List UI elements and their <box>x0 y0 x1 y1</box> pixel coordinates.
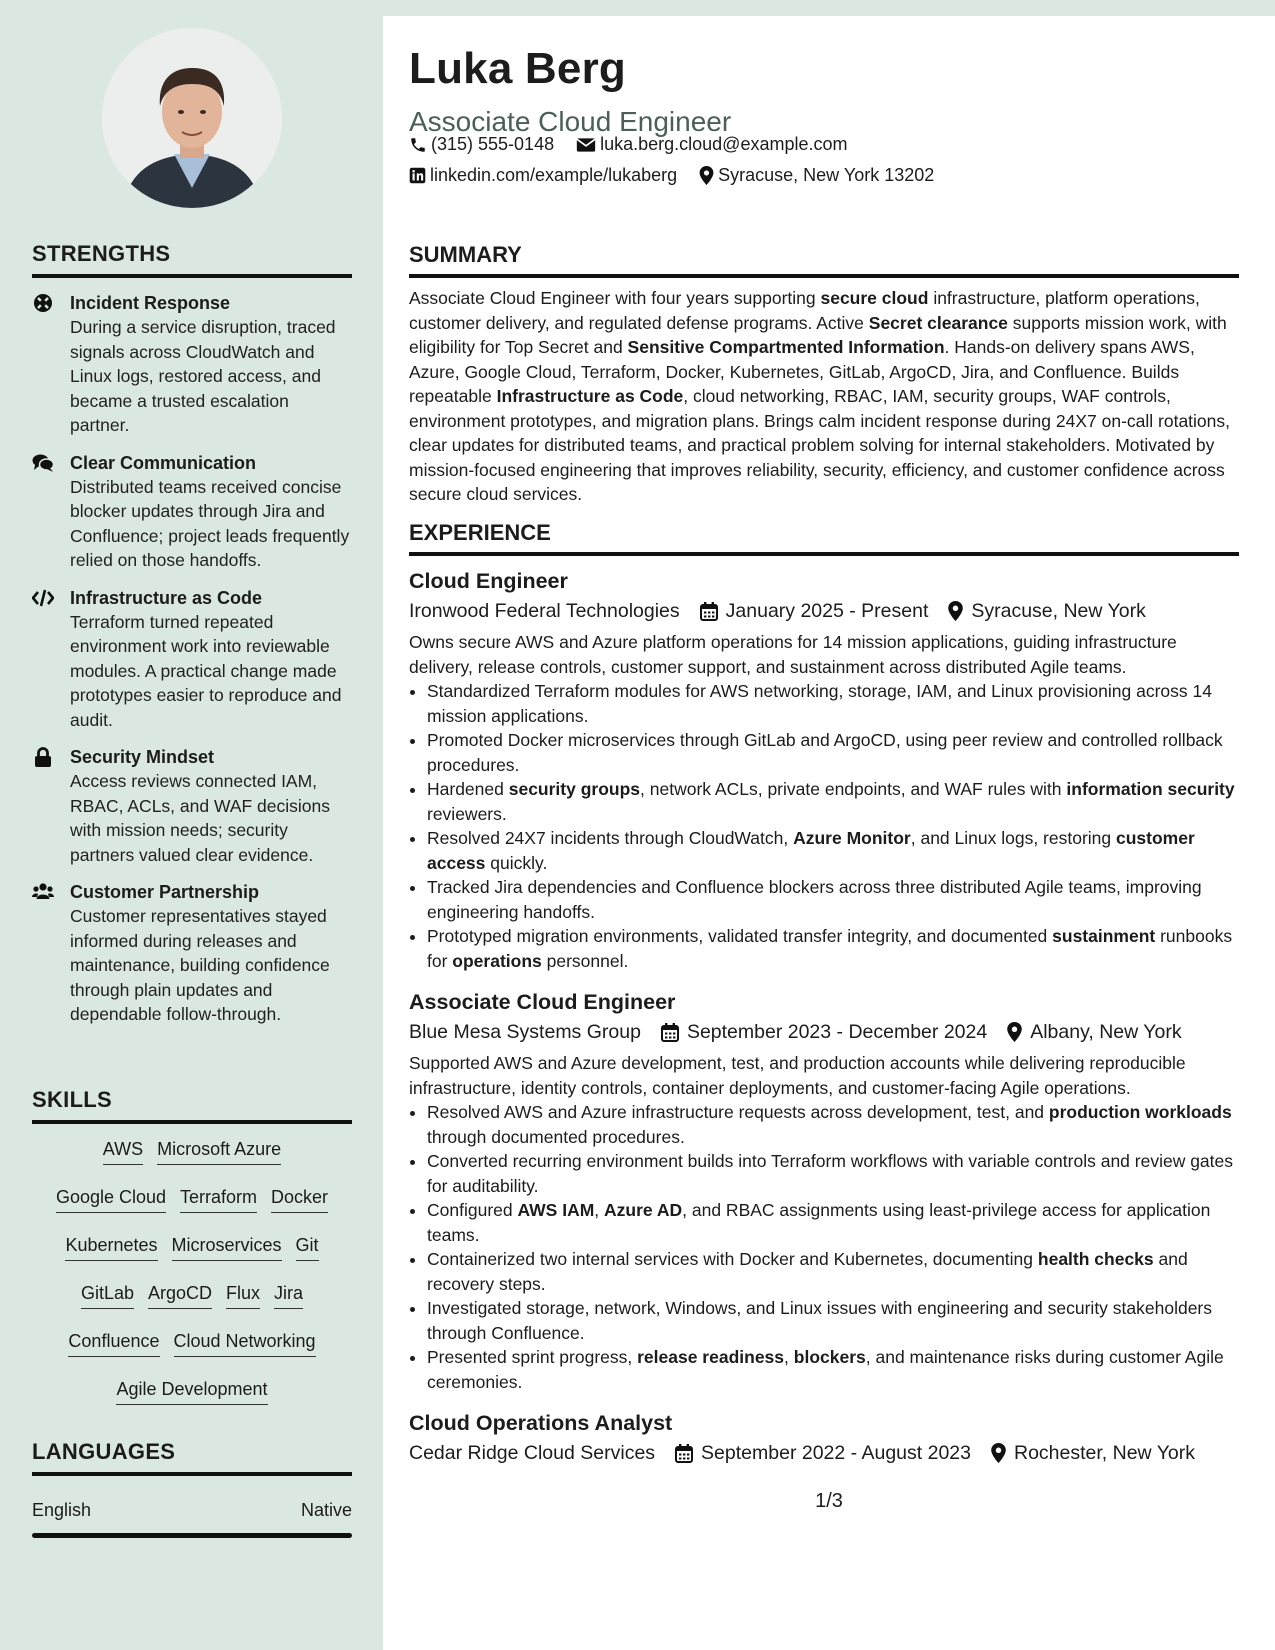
calendar-icon <box>675 1444 693 1463</box>
job-title: Cloud Engineer <box>409 569 568 593</box>
job-meta <box>409 596 1239 626</box>
strength-description: Access reviews connected IAM, RBAC, ACLs, and WAF decisions with mission needs; security partners valued clear evidence. <box>70 771 331 865</box>
experience-heading: EXPERIENCE <box>409 520 1239 556</box>
bullet-item <box>427 1345 1239 1394</box>
text-segment: Resolved AWS and Azure infrastructure requests across development, test, and <box>427 1102 1049 1122</box>
strengths-heading: STRENGTHS <box>32 241 352 278</box>
candidate-title: Associate Cloud Engineer <box>409 106 732 137</box>
bullet-item <box>427 1296 1239 1345</box>
bold-text: security groups <box>508 779 641 799</box>
lock-icon <box>32 747 54 767</box>
skills-list <box>32 1136 352 1405</box>
text-segment: Investigated storage, network, Windows, and Linux issues with engineering and security stakeholders through Confluence. <box>427 1298 1213 1343</box>
job-company: Blue Mesa Systems Group <box>409 1021 641 1043</box>
map-pin-icon <box>1007 1022 1022 1042</box>
bold-text: Sensitive Compartmented Information <box>627 337 945 357</box>
linkedin-icon <box>409 167 426 184</box>
skill-tag: Git <box>296 1232 319 1261</box>
bold-text: Azure AD <box>604 1200 683 1220</box>
text-segment: , network ACLs, private endpoints, and WAF rules with <box>640 779 1067 799</box>
job-bullets <box>409 1100 1239 1394</box>
location-text: Syracuse, New York 13202 <box>718 165 935 185</box>
job-company: Ironwood Federal Technologies <box>409 600 680 622</box>
bold-text: Secret clearance <box>868 312 1008 333</box>
strength-description: Customer representatives stayed informed during releases and maintenance, building confidence through plain updates and dependable follow-through. <box>70 906 330 1024</box>
text-segment: Standardized Terraform modules for AWS networking, storage, IAM, and Linux provisioning across 14 mission applications. <box>427 681 1212 726</box>
skill-tag: Microservices <box>172 1232 282 1261</box>
summary-heading: SUMMARY <box>409 242 1239 278</box>
skill-row <box>32 1232 352 1261</box>
bullet-item <box>427 1149 1239 1198</box>
strength-title: Infrastructure as Code <box>70 587 263 608</box>
main-content <box>383 16 1275 1650</box>
job-dates-text: September 2023 - December 2024 <box>686 1021 988 1043</box>
contact-row-2 <box>409 165 956 186</box>
bullet-item <box>427 1247 1239 1296</box>
bold-text: sustainment <box>1052 926 1156 946</box>
text-segment: , and Linux logs, restoring <box>910 828 1116 848</box>
text-segment: reviewers. <box>427 803 507 824</box>
bullet-item <box>427 728 1239 777</box>
experience-section <box>409 520 1239 1468</box>
languages-section <box>32 1439 352 1538</box>
bold-text: Infrastructure as Code <box>496 386 684 406</box>
language-name: English <box>32 1500 92 1520</box>
skill-tag: Flux <box>226 1280 260 1309</box>
jobs-list <box>409 566 1239 1468</box>
text-segment: and recovery steps. <box>427 1249 1188 1294</box>
skill-row <box>32 1136 352 1165</box>
job-company: Cedar Ridge Cloud Services <box>409 1442 656 1464</box>
text-segment: , <box>784 1347 794 1367</box>
skill-tag: Google Cloud <box>56 1184 166 1213</box>
skill-tag: GitLab <box>81 1280 134 1309</box>
skill-row <box>32 1184 352 1213</box>
text-segment: Configured <box>427 1200 518 1220</box>
job-meta <box>409 1017 1239 1047</box>
email-text[interactable]: luka.berg.cloud@example.com <box>600 134 848 154</box>
bold-text: blockers <box>793 1347 866 1367</box>
skill-tag: Jira <box>274 1280 303 1309</box>
bold-text: operations <box>452 950 542 971</box>
text-segment: Containerized two internal services with Docker and Kubernetes, documenting <box>427 1249 1038 1269</box>
strength-title: Incident Response <box>70 293 231 313</box>
job-title: Associate Cloud Engineer <box>409 990 676 1014</box>
job-entry <box>409 1408 1239 1468</box>
text-segment: runbooks for <box>427 926 1233 971</box>
profile-photo-image <box>102 28 282 208</box>
text-segment: , <box>594 1200 605 1220</box>
text-segment: , and maintenance risks during customer Agile ceremonies. <box>427 1347 1224 1392</box>
skill-row <box>32 1376 352 1405</box>
strength-item <box>32 745 352 867</box>
text-segment: Resolved 24X7 incidents through CloudWatch, <box>427 828 794 848</box>
crosshairs-icon <box>32 293 54 313</box>
phone-icon <box>409 136 427 154</box>
skill-tag: Agile Development <box>116 1376 267 1405</box>
text-segment: supports mission work, with eligibility for Top Secret and <box>409 312 1227 357</box>
job-bullets <box>409 679 1239 973</box>
strength-description: During a service disruption, traced signals across CloudWatch and Linux logs, restored access, and became a trusted escalation partner. <box>70 317 336 435</box>
job-description: Supported AWS and Azure development, test, and production accounts while delivering reproducible infrastructure, identity controls, container deployments, and customer-facing Agile operations. <box>409 1053 1186 1098</box>
linkedin-text[interactable]: linkedin.com/example/lukaberg <box>430 165 678 185</box>
envelope-icon <box>576 137 596 153</box>
sidebar <box>0 0 383 1650</box>
strength-description: Distributed teams received concise blocker updates through Jira and Confluence; project leads frequently relied on those handoffs. <box>70 476 350 570</box>
bullet-item <box>427 875 1239 924</box>
candidate-name: Luka Berg <box>409 44 626 93</box>
languages-heading: LANGUAGES <box>32 1439 352 1476</box>
text-segment: , cloud networking, RBAC, IAM, security groups, WAF controls, environment prototypes, and migration plans. Brings calm incident response during 24X7 on-call rotations, clear updates for distributed teams, and practical problem solving for internal stakeholders. Motivated by mission-focused engineering that improves reliability, security, efficiency, and customer confidence across secure cloud services. <box>409 386 1231 504</box>
job-entry <box>409 987 1239 1394</box>
bullet-item <box>427 1100 1239 1149</box>
text-segment: Converted recurring environment builds into Terraform workflows with variable controls and review gates for auditability. <box>427 1151 1234 1196</box>
skill-row <box>32 1328 352 1357</box>
job-entry <box>409 566 1239 973</box>
map-pin-icon <box>991 1443 1006 1463</box>
job-location-text: Albany, New York <box>1030 1021 1182 1043</box>
bold-text: Azure Monitor <box>793 828 911 848</box>
strength-description: Terraform turned repeated environment work into reviewable modules. A practical change made prototypes easier to reproduce and audit. <box>70 611 342 730</box>
bold-text: customer access <box>427 828 1195 873</box>
text-segment: , and RBAC assignments using least-privilege access for application teams. <box>427 1200 1211 1245</box>
summary-section <box>409 242 1239 507</box>
skill-tag: Kubernetes <box>65 1232 157 1261</box>
calendar-icon <box>661 1023 679 1042</box>
language-level: Native <box>300 1500 352 1520</box>
strength-title: Security Mindset <box>70 747 215 767</box>
job-location-text: Syracuse, New York <box>971 600 1146 622</box>
text-segment: Prototyped migration environments, validated transfer integrity, and documented <box>427 926 1053 946</box>
summary-text <box>409 286 1239 507</box>
skills-heading: SKILLS <box>32 1087 352 1124</box>
text-segment: . Hands-on delivery spans AWS, Azure, Google Cloud, Terraform, Docker, Kubernetes, GitLab, ArgoCD, Jira, and Confluence. Builds repeatable <box>409 337 1195 406</box>
users-icon <box>32 882 54 902</box>
strengths-list <box>32 291 352 1027</box>
text-segment: through documented procedures. <box>427 1126 685 1147</box>
bullet-item <box>427 679 1239 728</box>
bullet-item <box>427 924 1239 973</box>
job-dates <box>655 1438 971 1468</box>
skill-tag: Confluence <box>68 1328 159 1357</box>
strength-title: Clear Communication <box>70 452 257 473</box>
bold-text: AWS IAM <box>517 1200 595 1220</box>
skill-tag: AWS <box>103 1136 143 1165</box>
job-location-text: Rochester, New York <box>1014 1442 1196 1464</box>
email[interactable] <box>576 134 847 155</box>
skill-row <box>32 1280 352 1309</box>
calendar-icon <box>700 602 718 621</box>
text-segment: infrastructure, platform operations, customer delivery, and regulated defense programs. Active <box>409 288 1200 333</box>
job-dates-text: January 2025 - Present <box>725 600 929 622</box>
bullet-item <box>427 1198 1239 1247</box>
text-segment: Associate Cloud Engineer with four years supporting <box>409 288 821 308</box>
text-segment: quickly. <box>485 852 548 873</box>
text-segment: Presented sprint progress, <box>427 1347 638 1367</box>
phone <box>409 134 554 155</box>
phone-text: (315) 555-0148 <box>431 134 555 154</box>
bold-text: release readiness <box>637 1347 785 1367</box>
bold-text: secure cloud <box>820 288 929 308</box>
bold-text: health checks <box>1037 1249 1154 1269</box>
job-description: Owns secure AWS and Azure platform operations for 14 mission applications, guiding infrastructure delivery, release controls, customer support, and sustainment across distributed Agile teams. <box>409 632 1177 677</box>
strength-item <box>32 451 352 573</box>
job-location <box>928 596 1146 626</box>
bold-text: production workloads <box>1048 1102 1232 1122</box>
job-dates <box>680 596 929 626</box>
page-number: 1/3 <box>815 1490 843 1512</box>
job-meta <box>409 1438 1239 1468</box>
strength-item <box>32 291 352 438</box>
text-segment: personnel. <box>541 950 629 971</box>
location <box>699 165 934 186</box>
skill-tag: Cloud Networking <box>174 1328 316 1357</box>
strengths-section <box>32 241 352 1027</box>
strength-item <box>32 880 352 1027</box>
skills-section <box>32 1087 352 1424</box>
job-title: Cloud Operations Analyst <box>409 1411 673 1435</box>
skill-tag: Docker <box>271 1184 328 1213</box>
map-pin-icon <box>948 601 963 621</box>
skill-tag: Microsoft Azure <box>157 1136 281 1165</box>
job-location <box>987 1017 1181 1047</box>
skill-tag: ArgoCD <box>148 1280 212 1309</box>
contact-row-1 <box>409 134 870 155</box>
text-segment: Promoted Docker microservices through GitLab and ArgoCD, using peer review and controlled rollback procedures. <box>427 730 1223 775</box>
linkedin[interactable] <box>409 165 677 186</box>
map-pin-icon <box>699 166 714 185</box>
text-segment: Hardened <box>427 779 509 799</box>
strength-title: Customer Partnership <box>70 882 260 902</box>
skill-tag: Terraform <box>180 1184 257 1213</box>
language-proficiency-bar <box>32 1533 352 1538</box>
language-row <box>32 1500 352 1521</box>
bullet-item <box>427 777 1239 826</box>
bold-text: information security <box>1066 779 1235 799</box>
job-dates <box>641 1017 987 1047</box>
comments-icon <box>32 453 54 473</box>
code-icon <box>32 588 54 608</box>
text-segment: Tracked Jira dependencies and Confluence blockers across three distributed Agile teams, improving engineering handoffs. <box>427 877 1202 922</box>
profile-photo <box>102 28 282 208</box>
strength-item <box>32 586 352 733</box>
bullet-item <box>427 826 1239 875</box>
job-dates-text: September 2022 - August 2023 <box>701 1442 971 1464</box>
job-location <box>971 1438 1195 1468</box>
